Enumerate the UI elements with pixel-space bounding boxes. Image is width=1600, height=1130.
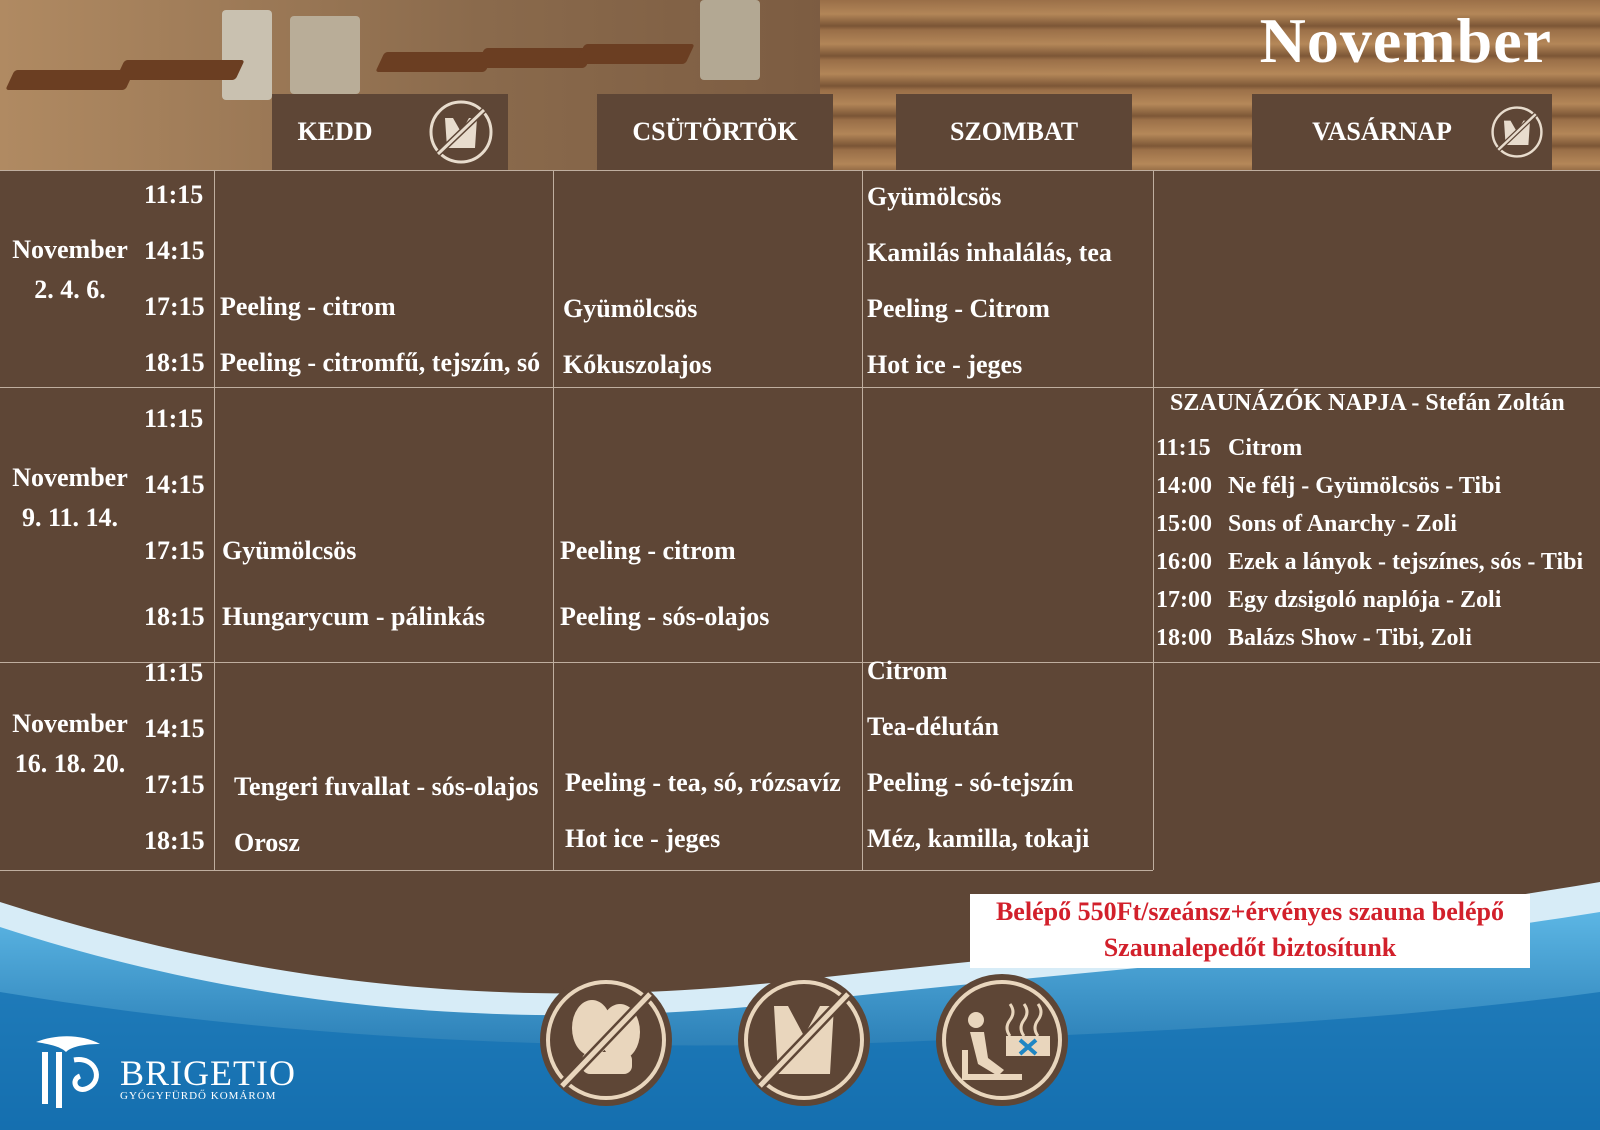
time-label: 18:15 (144, 826, 205, 855)
day-label: CSÜTÖRTÖK (632, 117, 798, 146)
sun-lounger (5, 70, 134, 90)
sun-lounger (575, 44, 694, 64)
session-text: Hot ice - jeges (867, 350, 1023, 379)
event-text: Ezek a lányok - tejszínes, sós - Tibi (1228, 549, 1584, 575)
date-cell (0, 458, 140, 538)
event-text: Citrom (1228, 435, 1303, 461)
time-label: 11:15 (144, 658, 204, 687)
session-text: Peeling - sós-olajos (560, 602, 770, 631)
event-text: Balázs Show - Tibi, Zoli (1228, 625, 1472, 651)
brand-subtitle: GYÓGYFÜRDŐ KOMÁROM (120, 1090, 277, 1102)
session-text: Gyümölcsös (222, 536, 357, 565)
entry-notice (970, 894, 1530, 968)
tab-vasarnap (1252, 94, 1552, 170)
time-label: 17:15 (144, 292, 205, 321)
date-month: November (12, 709, 128, 738)
date-days: 9. 11. 14. (21, 503, 119, 532)
session-text: Peeling - citromfű, tejszín, só (220, 348, 541, 377)
event-time: 11:15 (1156, 435, 1211, 461)
time-label: 11:15 (144, 180, 204, 209)
no-swimsuit-icon (418, 98, 504, 166)
date-cell (0, 704, 140, 784)
time-label: 14:15 (144, 236, 205, 265)
time-label: 18:15 (144, 348, 205, 377)
no-swimsuit-icon (734, 970, 874, 1110)
event-time: 14:00 (1156, 473, 1212, 499)
no-swimsuit-icon (1482, 98, 1552, 166)
event-time: 17:00 (1156, 587, 1212, 613)
date-days: 16. 18. 20. (14, 749, 126, 778)
no-towel-on-heater-icon (932, 970, 1072, 1110)
session-text: Gyümölcsös (867, 182, 1002, 211)
stone-lantern (700, 0, 760, 80)
session-text: Peeling - tea, só, rózsavíz (565, 768, 841, 797)
session-text: Gyümölcsös (563, 294, 698, 323)
event-text: Egy dzsigoló naplója - Zoli (1228, 587, 1502, 613)
brigetio-logo-icon (26, 1030, 110, 1114)
tab-szombat (896, 94, 1132, 170)
event-time: 15:00 (1156, 511, 1212, 537)
session-text: Méz, kamilla, tokaji (867, 824, 1090, 853)
session-text: Hot ice - jeges (565, 824, 721, 853)
stone-post (222, 10, 272, 100)
time-label: 11:15 (144, 404, 204, 433)
event-title: SZAUNÁZÓK NAPJA - Stefán Zoltán (1170, 390, 1565, 416)
time-label: 18:15 (144, 602, 205, 631)
session-text: Kamilás inhalálás, tea (867, 238, 1112, 267)
page-title: November (1259, 5, 1552, 76)
no-slippers-icon (536, 970, 676, 1110)
session-text: Orosz (234, 828, 300, 857)
date-days: 2. 4. 6. (34, 275, 106, 304)
session-text: Peeling - Citrom (867, 294, 1050, 323)
event-time: 16:00 (1156, 549, 1212, 575)
sun-lounger (115, 60, 244, 80)
tab-csutortok (597, 94, 833, 170)
stone-lantern (290, 16, 360, 94)
session-text: Tengeri fuvallat - sós-olajos (234, 772, 539, 801)
time-label: 17:15 (144, 536, 205, 565)
date-cell (0, 230, 140, 310)
day-label: SZOMBAT (949, 117, 1079, 146)
brand-name: BRIGETIO (120, 1053, 296, 1093)
session-text: Peeling - citrom (560, 536, 736, 565)
notice-line: Belépő 550Ft/szeánsz+érvényes szauna belépő (995, 897, 1505, 926)
session-text: Peeling - citrom (220, 292, 396, 321)
day-label: KEDD (297, 117, 373, 146)
time-label: 17:15 (144, 770, 205, 799)
session-text: Citrom (867, 656, 948, 685)
notice-line: Szaunalepedőt biztosítunk (1103, 933, 1397, 962)
time-label: 14:15 (144, 714, 205, 743)
event-text: Sons of Anarchy - Zoli (1228, 511, 1457, 537)
schedule-table (0, 170, 1600, 872)
tab-kedd (272, 94, 508, 170)
date-month: November (12, 463, 128, 492)
date-month: November (12, 235, 128, 264)
session-text: Kókuszolajos (563, 350, 712, 379)
day-label: VASÁRNAP (1312, 117, 1452, 146)
time-label: 14:15 (144, 470, 205, 499)
session-text: Hungarycum - pálinkás (222, 602, 485, 631)
event-text: Ne félj - Gyümölcsös - Tibi (1228, 473, 1502, 499)
session-text: Peeling - só-tejszín (867, 768, 1074, 797)
event-time: 18:00 (1156, 625, 1212, 651)
session-text: Tea-délután (867, 712, 999, 741)
